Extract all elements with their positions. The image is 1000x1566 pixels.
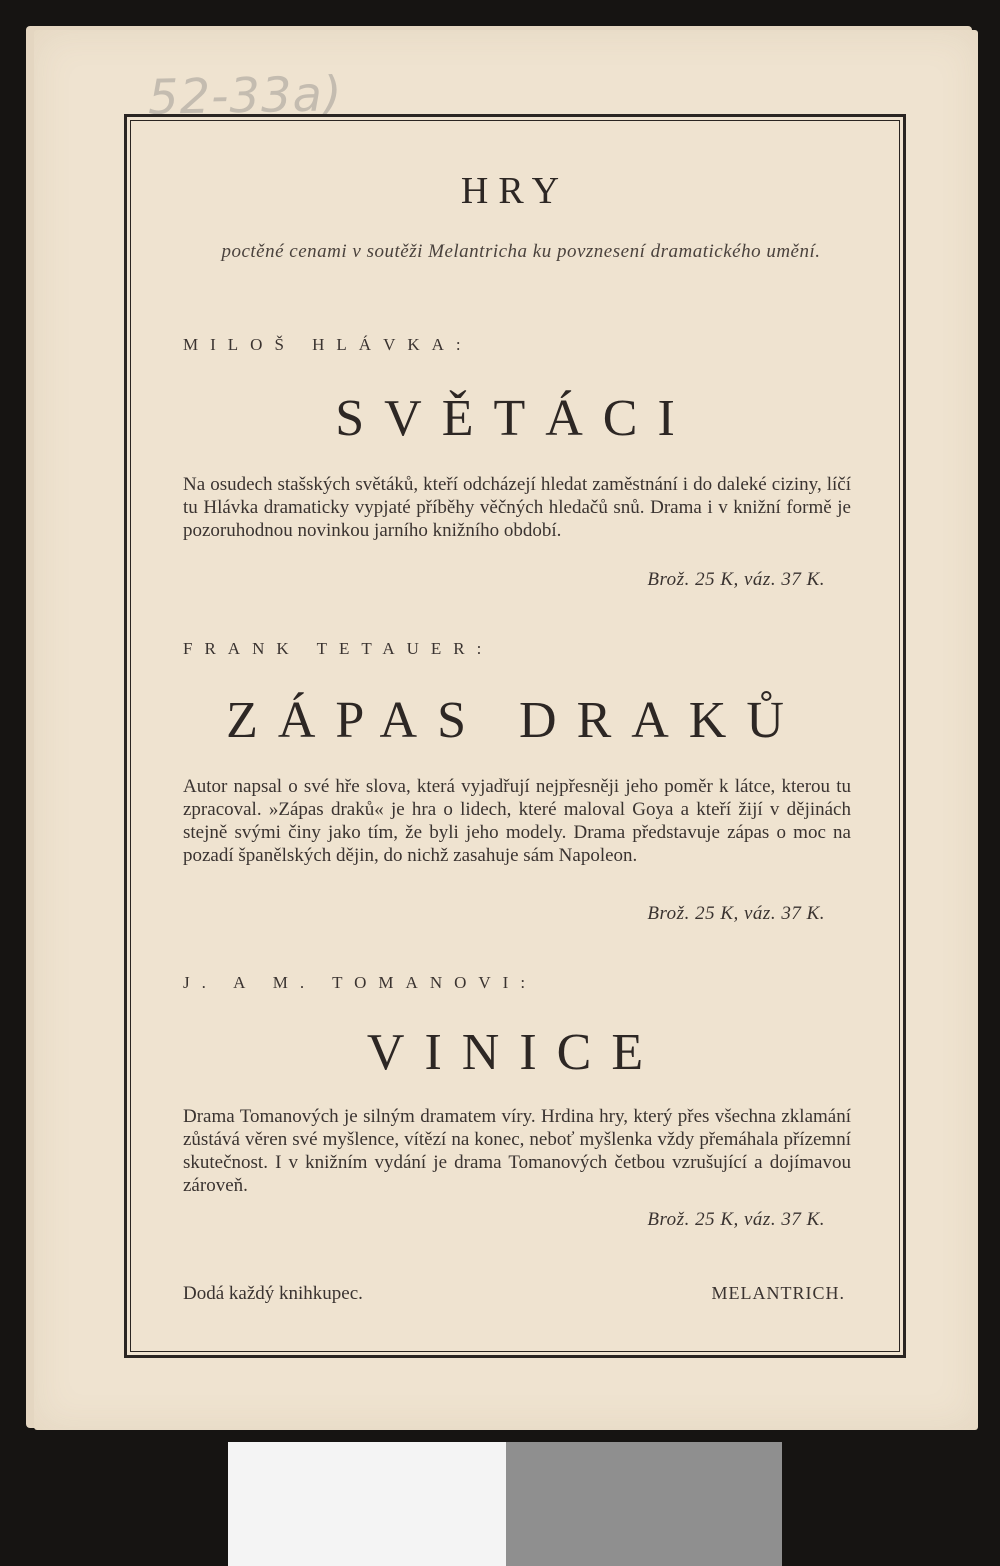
play-3-author: J. A M. TOMANOVI: xyxy=(183,973,538,992)
page-subheading: poctěné cenami v soutěži Melantricha ku povznesení dramatického umění. xyxy=(221,241,821,262)
advertisement-frame xyxy=(124,114,906,1358)
archive-handwritten-note: 52-33a) xyxy=(147,66,344,126)
play-1-author: MILOŠ HLÁVKA: xyxy=(183,335,473,354)
play-2-title: ZÁPAS DRAKŮ xyxy=(226,692,804,749)
play-1-title: SVĚTÁCI xyxy=(335,390,695,447)
footer-bookseller-note: Dodá každý knihkupec. xyxy=(183,1283,363,1304)
play-3-description: Drama Tomanových je silným dramatem víry. Hrdina hry, který přes všechna zklamání zůstává věren své myšlence, vítězí na konec, neboť myšlenka vždy přemáhala přízemní skutečnost. I v knižním vydání je drama Tomanových četbou vzrušující a dojímavou zároveň. xyxy=(183,1106,851,1196)
play-2-description: Autor napsal o své hře slova, která vyjadřují nejpřesněji jeho poměr k látce, kterou tu zpracoval. »Zápas draků« je hra o lidech, které maloval Goya a kteří žijí v dějinách stejně svými činy jako tím, že byli jeho modely. Drama představuje zápas o moc na pozadí španělských dějin, do nichž zasahuje sám Napoleon. xyxy=(183,776,851,866)
play-3-price: Brož. 25 K, váz. 37 K. xyxy=(647,1209,825,1230)
footer-publisher: MELANTRICH. xyxy=(711,1283,845,1303)
play-2-price: Brož. 25 K, váz. 37 K. xyxy=(647,903,825,924)
calibration-gray-patch xyxy=(506,1442,782,1566)
play-2-author: FRANK TETAUER: xyxy=(183,639,494,658)
play-1-price: Brož. 25 K, váz. 37 K. xyxy=(647,569,825,590)
page-heading: HRY xyxy=(460,170,570,212)
play-1-description: Na osudech stašských světáků, kteří odcházejí hledat zaměstnání i do daleké ciziny, líčí tu Hlávka dramaticky vypjaté příběhy věčných hledačů snů. Drama i v knižní formě je pozoruhodnou novinkou jarního knižního období. xyxy=(183,474,851,541)
calibration-white-patch xyxy=(228,1442,506,1566)
play-3-title: VINICE xyxy=(366,1024,664,1081)
